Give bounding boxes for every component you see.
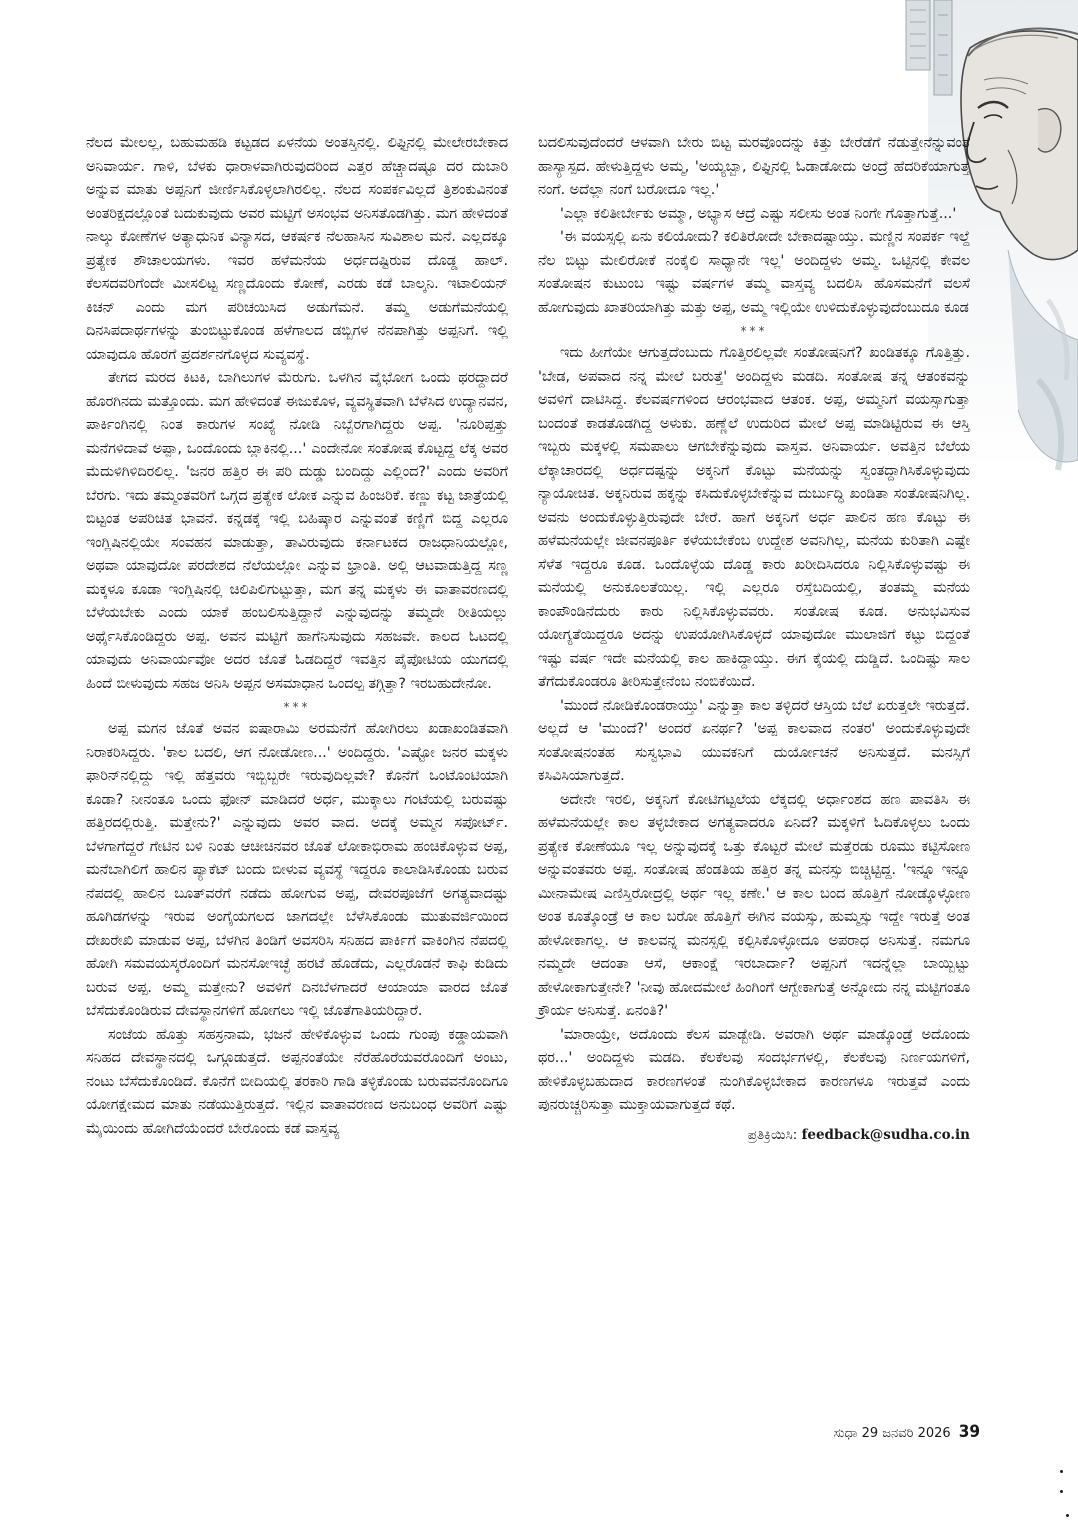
section-separator: *** bbox=[740, 324, 768, 338]
feedback-label: ಪ್ರತಿಕ್ರಿಯಿಸಿ: bbox=[747, 1126, 798, 1143]
section-separator: *** bbox=[283, 700, 311, 714]
paragraph: ಇದು ಹೀಗೆಯೇ ಆಗುತ್ತದೆಂಬುದು ಗೊತ್ತಿರಲಿಲ್ಲವೇ ಸಂತೋಷನಿಗೆ? ಖಂಡಿತಕ್ಕೂ ಗೊತ್ತಿತ್ತು. 'ಬೇಡ, ಅಪವಾದ ನನ್ನ ಮೇಲೆ ಬರುತ್ತೆ' ಅಂದಿದ್ದಳು ಮಡದಿ. ಸಂತೋಷ ತನ್ನ ಆತಂಕವನ್ನು ಅವಳಿಗೆ ದಾಟಿಸಿದ್ದ. ಕೆಲವರ್ಷಗಳಿಂದ ಆರಂಭವಾದ ಆತಂಕ. ಅಪ್ಪ, ಅಮ್ಮನಿಗೆ ವಯಸ್ಸಾಗುತ್ತಾ ಬಂದಂತೆ ಕಾಡತೊಡಗಿದ್ದ ಅಳುಕು. ಹಣ್ಣೆಲೆ ಉದುರಿದ ಮೇಲೆ ಅಪ್ಪ ಮಾಡಿಟ್ಟಿರುವ ಈ ಆಸ್ತಿ ಇಬ್ಬರು ಮಕ್ಕಳಲ್ಲಿ ಸಮಪಾಲು ಆಗಬೇಕೆನ್ನುವುದು ವಾಸ್ತವ. ಅನಿವಾರ್ಯ. ಅವತ್ತಿನ ಬೆಲೆಯ ಲೆಕ್ಕಾಚಾರದಲ್ಲಿ ಅರ್ಧದಷ್ಟನ್ನು ಅಕ್ಕನಿಗೆ ಕೊಟ್ಟು ಮನೆಯನ್ನು ಸ್ವಂತದ್ದಾಗಿಸಿಕೊಳ್ಳುವುದು ನ್ಯಾಯೋಚಿತ. ಅಕ್ಕನಿರುವ ಹಕ್ಕನ್ನು ಕಸಿದುಕೊಳ್ಳಬೇಕೆನ್ನುವ ದುರ್ಬುದ್ಧಿ ಖಂಡಿತಾ ಸಂತೋಷನಿಗಿಲ್ಲ. ಅವನು ಅಂದುಕೊಳ್ಳುತ್ತಿರುವುದೇ ಬೇರೆ. ಹಾಗೆ ಅಕ್ಕನಿಗೆ ಅರ್ಧ ಪಾಲಿನ ಹಣ ಕೊಟ್ಟು ಈ ಹಳೆಮನೆಯಲ್ಲೇ ಜೀವನಪೂರ್ತಿ ಕಳೆಯಬೇಕೆಂಬ ಉದ್ದೇಶ ಅವನಿಗಿಲ್ಲ, ಮನೆಯ ಕುರಿತಾಗಿ ಎಷ್ಟೇ ಸೆಳೆತ ಇದ್ದರೂ ಕೂಡ. ಒಂದೊಳ್ಳೆಯ ದೊಡ್ಡ ಕಾರು ಖರೀದಿಸಿದರೂ ನಿಲ್ಲಿಸಿಕೊಳ್ಳುವಷ್ಟು ಈ ಮನೆಯಲ್ಲಿ ಅನುಕೂಲತೆಯಿಲ್ಲ. ಇಲ್ಲಿ ಎಲ್ಲರೂ ರಸ್ತೆಬದಿಯಲ್ಲಿ, ತಂತಮ್ಮ ಮನೆಯ ಕಾಂಪೌಂಡಿನೆದುರು ಕಾರು ನಿಲ್ಲಿಸಿಕೊಳ್ಳುವವರು. ಸಂತೋಷ ಕೂಡ. ಅನುಭವಿಸುವ ಯೋಗ್ಯತೆಯಿದ್ದರೂ ಅದನ್ನು ಉಪಯೋಗಿಸಿಕೊಳ್ಳದೆ ಯಾವುದೋ ಮುಲಾಜಿಗೆ ಕಟ್ಟು ಬಿದ್ದಂತೆ ಇಷ್ಟು ವರ್ಷ ಇದೇ ಮನೆಯಲ್ಲಿ ಕಾಲ ಹಾಕಿದ್ದಾಯ್ತು. ಈಗ ಕೈಯಲ್ಲಿ ದುಡ್ಡಿದೆ. ಒಂದಿಷ್ಟು ಸಾಲ ತೆಗೆದುಕೊಂಡರೂ ತೀರಿಸುತ್ತೇನೆಂಬ ನಂಬಿಕೆಯಿದೆ. bbox=[538, 345, 970, 690]
paragraph: ಅಪ್ಪ ಮಗನ ಜೊತೆ ಅವನ ಐಷಾರಾಮಿ ಅರಮನೆಗೆ ಹೋಗಿರಲು ಖಡಾಖಂಡಿತವಾಗಿ ನಿರಾಕರಿಸಿದ್ದರು. 'ಕಾಲ ಬದಲಿ, ಆಗ ನೋಡೋಣ...' ಅಂದಿದ್ದರು. 'ಎಷ್ಟೋ ಜನರ ಮಕ್ಕಳು ಫಾರಿನ್‌ನಲ್ಲಿದ್ದು ಇಲ್ಲಿ ಹೆತ್ತವರು ಇಬ್ಬಿಬ್ಬರೇ ಇರುವುದಿಲ್ಲವೇ? ಕೊನೆಗೆ ಒಂಟೊಂಟಿಯಾಗಿ ಕೂಡಾ? ನೀನಂತೂ ಒಂದು ಫೋನ್ ಮಾಡಿದರೆ ಅರ್ಧ, ಮುಕ್ಕಾಲು ಗಂಟೆಯಲ್ಲಿ ಬರುವಷ್ಟು ಹತ್ತಿರದಲ್ಲಿರುತ್ತಿ. ಮತ್ತೇನು?' ಎನ್ನುವುದು ಅವರ ವಾದ. ಅದಕ್ಕೆ ಅಮ್ಮನ ಸಪೋರ್ಟ್. ಬೆಳಗಾಗೆದ್ದರೆ ಗೇಟಿನ ಬಳಿ ನಿಂತು ಆಚೀಚಿನವರ ಜೊತೆ ಲೋಕಾಭಿರಾಮ ಹಂಚಿಕೊಳ್ಳುವ ಅಪ್ಪ, ಮನೆಬಾಗಿಲಿಗೆ ಹಾಲಿನ ಪ್ಯಾಕೆಟ್ ಬಂದು ಬೀಳುವ ವ್ಯವಸ್ಥೆ ಇದ್ದರೂ ಕಾಲಾಡಿಸಿಕೊಂಡು ಬರುವ ನೆಪದಲ್ಲಿ ಹಾಲಿನ ಬೂತ್‌ವರೆಗೆ ನಡೆದು ಹೋಗುವ ಅಪ್ಪ, ದೇವರಪೂಜೆಗೆ ಅಗತ್ಯವಾದಷ್ಟು ಹೂಗಿಡಗಳನ್ನು ಇರುವ ಅಂಗೈಯಗಲದ ಜಾಗದಲ್ಲೇ ಬೆಳೆಸಿಕೊಂಡು ಮುತುವರ್ಜಿಯಿಂದ ದೇಖರೇಖಿ ಮಾಡುವ ಅಪ್ಪ, ಬೆಳಗಿನ ತಿಂಡಿಗೆ ಅವಸರಿಸಿ ಸನಿಹದ ಪಾರ್ಕಿಗೆ ವಾಕಿಂಗಿನ ನೆಪದಲ್ಲಿ ಹೋಗಿ ಸಮವಯಸ್ಕರೊಂದಿಗೆ ಮನಸೋಇಚ್ಛೆ ಹರಟೆ ಹೊಡೆದು, ಎಲ್ಲರೊಡನೆ ಕಾಫಿ ಕುಡಿದು ಬರುವ ಅಪ್ಪ. ಅಮ್ಮ ಮತ್ತೇನು? ಅವಳಿಗೆ ದಿನಬೆಳಗಾದರೆ ಆಯಾಯಾ ವಾರದ ಜೊತೆ ಬೆಸೆದುಕೊಂಡಿರುವ ದೇವಸ್ಥಾನಗಳಿಗೆ ಹೋಗಲು ಇಲ್ಲಿ ಜೊತೆಗಾತಿಯರಿದ್ದಾರೆ. bbox=[86, 721, 508, 1019]
left-column bbox=[86, 132, 508, 1141]
issue-date: ಸುಧಾ 29 ಜನವರಿ 2026 bbox=[833, 1426, 951, 1441]
paragraph: ತೇಗದ ಮರದ ಕಿಟಕಿ, ಬಾಗಿಲುಗಳ ಮೆರುಗು. ಒಳಗಿನ ವೈಭೋಗ ಒಂದು ಥರದ್ದಾದರೆ ಹೊರಗಿನದು ಮತ್ತೊಂದು. ಮಗ ಹೇಳಿದಂತೆ ಈಜುಕೊಳ, ವ್ಯವಸ್ಥಿತವಾಗಿ ಬೆಳೆಸಿದ ಉದ್ಯಾನವನ, ಪಾರ್ಕಿಂಗಿನಲ್ಲಿ ನಿಂತ ಕಾರುಗಳ ಸಂಖ್ಯೆ ನೋಡಿ ನಿಬ್ಬೆರಗಾಗಿದ್ದರು ಅಪ್ಪ. 'ನೂರಿಪ್ಪತ್ತು ಮನೆಗಳಿದಾವೆ ಅಪ್ಪಾ, ಒಂದೊಂದು ಬ್ಲಾಕಿನಲ್ಲಿ...' ಎಂದೇನೋ ಸಂತೋಷ ಕೊಟ್ಟದ್ದ ಲೆಕ್ಕ ಅವರ ಮೆದುಳಿಗಿಳಿದಿರಲಿಲ್ಲ. 'ಜನರ ಹತ್ತಿರ ಈ ಪರಿ ದುಡ್ಡು ಬಂದಿದ್ದು ಎಲ್ಲಿಂದ?' ಎಂದು ಅವರಿಗೆ ಬೆರಗು. ಇದು ತಮ್ಮಂತವರಿಗೆ ಒಗ್ಗದ ಪ್ರತ್ಯೇಕ ಲೋಕ ಎನ್ನುವ ಹಿಂಜರಿಕೆ. ಕಣ್ಣು ಕಟ್ಟ ಜಾತ್ರೆಯಲ್ಲಿ ಬಿಟ್ಟಂತ ಅಪರಿಚಿತ ಭಾವನೆ. ಕನ್ನಡಕ್ಕೆ ಇಲ್ಲಿ ಬಹಿಷ್ಕಾರ ಎನ್ನುವಂತೆ ಕಣ್ಣಿಗೆ ಬಿದ್ದ ಎಲ್ಲರೂ ಇಂಗ್ಲಿಷಿನಲ್ಲಿಯೇ ಸಂವಹನ ಮಾಡುತ್ತಾ, ತಾವಿರುವುದು ಕರ್ನಾಟಕದ ರಾಜಧಾನಿಯಲ್ಲೋ, ಅಥವಾ ಯಾವುದೋ ಪರದೇಶದ ನೆಲೆಯಲ್ಲೋ ಎನ್ನುವ ಭ್ರಾಂತಿ. ಅಲ್ಲಿ ಆಟವಾಡುತ್ತಿದ್ದ ಸಣ್ಣ ಮಕ್ಕಳೂ ಕೂಡಾ ಇಂಗ್ಲಿಷಿನಲ್ಲಿ ಚಿಲಿಪಿಲಿಗುಟ್ಟುತ್ತಾ, ಮಗ ತನ್ನ ಮಕ್ಕಳು ಈ ವಾತಾವರಣದಲ್ಲಿ ಬೆಳೆಯಬೇಕು ಎಂದು ಯಾಕೆ ಹಂಬಲಿಸುತ್ತಿದ್ದಾನೆ ಎನ್ನುವುದನ್ನು ತಮ್ಮದೇ ರೀತಿಯಲ್ಲು ಅರ್ಥೈಸಿಕೊಂಡಿದ್ದರು ಅಪ್ಪ. ಅವನ ಮಟ್ಟಿಗೆ ಹಾಗೆನಿಸುವುದು ಸಹಜವೇ. ಕಾಲದ ಓಟದಲ್ಲಿ ಯಾವುದು ಅನಿವಾರ್ಯವೋ ಅದರ ಜೊತೆ ಓಡದಿದ್ದರೆ ಇವತ್ತಿನ ಪೈಪೋಟಿಯ ಯುಗದಲ್ಲಿ ಹಿಂದೆ ಬೀಳುವುದು ಸಹಜ ಅನಿಸಿ ಅಪ್ಪನ ಅಸಮಾಧಾನ ಒಂದಲ್ಪ ತಗ್ಗಿತ್ತಾ? ಇರಬಹುದೇನೋ. bbox=[86, 370, 508, 692]
paragraph: ಸಂಜೆಯ ಹೊತ್ತು ಸಹಸ್ರನಾಮ, ಭಜನೆ ಹೇಳಿಕೊಳ್ಳುವ ಒಂದು ಗುಂಪು ಕಡ್ಡಾಯವಾಗಿ ಸನಿಹದ ದೇವಸ್ಥಾನದಲ್ಲಿ ಒಗ್ಗೂಡುತ್ತದೆ. ಅಪ್ಪನಂತೆಯೇ ನೆರೆಹೊರೆಯವರೊಂದಿಗೆ ಅಂಟು, ನಂಟು ಬೆಸೆದುಕೊಂಡಿದೆ. ಕೊನೆಗೆ ಬೀದಿಯಲ್ಲಿ ತರಕಾರಿ ಗಾಡಿ ತಳ್ಳಿಕೊಂಡು ಬರುವವನೊಂದಿಗೂ ಯೋಗಕ್ಷೇಮದ ಮಾತು ನಡೆಯುತ್ತಿರುತ್ತದೆ. ಇಲ್ಲಿನ ವಾತಾವರಣದ ಅನುಬಂಧ ಅವರಿಗೆ ಎಷ್ಟು ಮೈಯಿಂದು ಹೋಗಿದೆಯೆಂದರೆ ಬೇರೊಂದು ಕಡೆ ವಾಸ್ತವ್ಯ bbox=[86, 1026, 508, 1137]
paragraph: 'ಈ ವಯಸ್ಸಲ್ಲಿ ಏನು ಕಲಿಯೋದು? ಕಲಿತಿರೋದೇ ಬೇಕಾದಷ್ಟಾಯ್ತು. ಮಣ್ಣಿನ ಸಂಪರ್ಕ ಇಲ್ದೆ ನೆಲ ಬಿಟ್ಟು ಮೇಲಿರೋಕೆ ನಂಕೈಲಿ ಸಾಧ್ಯಾನೇ ಇಲ್ಲ' ಅಂದಿದ್ದಳು ಅಮ್ಮ. ಒಟ್ಟಿನಲ್ಲಿ ಕೇವಲ ಸಂತೋಷನ ಕುಟುಂಬ ಇಷ್ಟು ವರ್ಷಗಳ ತಮ್ಮ ವಾಸ್ತವ್ಯ ಬದಲಿಸಿ ಹೊಸಮನೆಗೆ ವಲಸೆ ಹೋಗುವುದು ಖಾತರಿಯಾಗಿತ್ತು ಮತ್ತು ಅಪ್ಪ, ಅಮ್ಮ ಇಲ್ಲಿಯೇ ಉಳಿದುಕೊಳ್ಳುವುದೆಂಬುದೂ ಕೂಡ bbox=[538, 229, 970, 316]
page-number: 39 bbox=[958, 1422, 980, 1442]
paragraph: ನೆಲದ ಮೇಲಲ್ಲ, ಬಹುಮಹಡಿ ಕಟ್ಟಡದ ಏಳನೆಯ ಅಂತಸ್ತಿನಲ್ಲಿ. ಲಿಫ್ಟಿನಲ್ಲಿ ಮೇಲೇರಬೇಕಾದ ಅನಿವಾರ್ಯ. ಗಾಳಿ, ಬೆಳಕು ಧಾರಾಳವಾಗಿರುವುದರಿಂದ ಎತ್ತರ ಹೆಚ್ಚಾದಷ್ಟೂ ದರ ದುಬಾರಿ ಅನ್ನುವ ಮಾತು ಅಪ್ಪನಿಗೆ ಜೀರ್ಣಿಸಿಕೊಳ್ಳಲಾಗಿರಲಿಲ್ಲ. ನೆಲದ ಸಂಪರ್ಕವಿಲ್ಲದೆ ತ್ರಿಶಂಕುವಿನಂತೆ ಅಂತರಿಕ್ಷದಲ್ಲೊಂತೆ ಬದುಕುವುದು ಅವರ ಮಟ್ಟಿಗೆ ಅಸಂಭವ ಅನಿಸತೊಡಗಿತ್ತು. ಮಗ ಹೇಳಿದಂತೆ ನಾಲ್ಕು ಕೋಣೆಗಳ ಅತ್ಯಾಧುನಿಕ ವಿನ್ಯಾಸದ, ಆಕರ್ಷಕ ನೆಲಹಾಸಿನ ಸುವಿಶಾಲ ಮನೆ. ಎಲ್ಲದಕ್ಕೂ ಪ್ರತ್ಯೇಕ ಶೌಚಾಲಯಗಳು. ಇವರ ಹಳೆಮನೆಯ ಅರ್ಧದಷ್ಟಿರುವ ದೊಡ್ಡ ಹಾಲ್. ಕೆಲಸದವರಿಗೆಂದೇ ಮೀಸಲಿಟ್ಟ ಸಣ್ಣದೊಂದು ಕೋಣೆ, ಎರಡು ಕಡೆ ಬಾಲ್ಕನಿ. ಇಟಾಲಿಯನ್ ಕಿಚನ್ ಎಂದು ಮಗ ಪರಿಚಯಿಸಿದ ಅಡುಗೆಮನೆ. ತಮ್ಮ ಅಡುಗೆಮನೆಯಲ್ಲಿ ದಿನಸಿಪದಾರ್ಥಗಳನ್ನು ತುಂಬಿಟ್ಟುಕೊಂಡ ಹಳೆಗಾಲದ ಡಬ್ಬಿಗಳ ನೆನಪಾಗಿತ್ತು ಅಪ್ಪನಿಗೆ. ಇಲ್ಲಿ ಯಾವುದೂ ಹೊರಗೆ ಪ್ರದರ್ಶನಗೊಳ್ಳದ ಸುವ್ಯವಸ್ಥೆ. bbox=[86, 135, 508, 363]
feedback-email[interactable]: feedback@sudha.co.in bbox=[801, 1126, 970, 1143]
print-mark bbox=[1066, 1514, 1069, 1517]
paragraph: 'ಎಲ್ಲಾ ಕಲಿತೀರ್ಬೇಕು ಅಮ್ಮಾ, ಅಭ್ಯಾಸ ಆದ್ರೆ ಎಷ್ಟು ಸಲೀಸು ಅಂತ ನಿಂಗೇ ಗೊತ್ತಾಗುತ್ತೆ...' bbox=[560, 205, 957, 222]
print-mark bbox=[1060, 1490, 1063, 1493]
feedback-line bbox=[538, 1124, 970, 1148]
right-column bbox=[538, 132, 970, 1147]
paragraph: 'ಮುಂದೆ ನೋಡಿಕೊಂಡರಾಯ್ತು' ಎನ್ನುತ್ತಾ ಕಾಲ ತಳ್ಳಿದರೆ ಆಸ್ತಿಯ ಬೆಲೆ ಏರುತ್ತಲೇ ಇರುತ್ತದೆ. ಅಲ್ಲದೆ ಆ 'ಮುಂದೆ?' ಅಂದರೆ ಏನರ್ಥ? 'ಅಪ್ಪ ಕಾಲವಾದ ನಂತರ' ಅಂದುಕೊಳ್ಳುವುದೇ ಸಂತೋಷನಂತಹ ಸುಸ್ವಭಾವಿ ಯುವಕನಿಗೆ ದುರ್ಯೋಚನೆ ಅನಿಸುತ್ತದೆ. ಮನಸ್ಸಿಗೆ ಕಸಿವಿಸಿಯಾಗುತ್ತದೆ. bbox=[538, 697, 970, 784]
paragraph: ಅದೇನೇ ಇರಲಿ, ಅಕ್ಕನಿಗೆ ಕೋಟಿಗಟ್ಟಲೆಯ ಲೆಕ್ಕದಲ್ಲಿ ಅರ್ಧಾಂಶದ ಹಣ ಪಾವತಿಸಿ ಈ ಹಳೆಮನೆಯಲ್ಲೇ ಕಾಲ ತಳ್ಳಬೇಕಾದ ಅಗತ್ಯವಾದರೂ ಏನಿದೆ? ಮಕ್ಕಳಿಗೆ ಓದಿಕೊಳ್ಳಲು ಒಂದು ಪ್ರತ್ಯೇಕ ಕೋಣೆಯೂ ಇಲ್ಲ ಅನ್ನುವುದಕ್ಕೆ ಒತ್ತು ಕೊಟ್ಟರೆ ಮೇಲೆ ಮತ್ತೆರಡು ರೂಮು ಕಟ್ಟಿಸೋಣ ಅನ್ನುವಂತವರು ಅಪ್ಪ. ಸಂತೋಷ ಹೆಂಡತಿಯ ಹತ್ತಿರ ತನ್ನ ಮನಸ್ಸು ಬಿಚ್ಚಿಟ್ಟಿದ್ದ. 'ಇನ್ನೂ ಇನ್ನೂ ಮೀನಾಮೇಷ ಎಣಿಸ್ತಿರೋದ್ರಲ್ಲಿ ಅರ್ಥ ಇಲ್ಲ ಕಣೇ.' ಆ ಕಾಲ ಬಂದ ಹೊತ್ತಿಗೆ ನೋಡ್ಕೊಳ್ಳೋಣ ಅಂತ ಕೂತ್ಕೊಂಡ್ರೆ ಆ ಕಾಲ ಬರೋ ಹೊತ್ತಿಗೆ ಈಗಿನ ವಯಸ್ಸು, ಹುಮ್ಮಸ್ಸು ಇದ್ದೇ ಇರುತ್ತೆ ಅಂತ ಹೇಳೋಕಾಗಲ್ಲ. ಆ ಕಾಲವನ್ನ ಮನಸ್ಸಲ್ಲಿ ಕಲ್ಪಿಸಿಕೊಳ್ಳೋದೂ ಅಪರಾಧ ಅನಿಸುತ್ತೆ. ನಮಗೂ ನಮ್ಮದೇ ಆದಂತಾ ಆಸೆ, ಆಕಾಂಕ್ಷೆ ಇರಬಾರ್ದಾ? ಅಪ್ಪನಿಗೆ ಇದನ್ನೆಲ್ಲಾ ಬಾಯ್ಬಿಟ್ಟು ಹೇಳೋಕಾಗುತ್ತೇನೇ? 'ನೀವು ಹೋದಮೇಲೆ ಹಿಂಗಿಂಗೆ ಆಗ್ಬೇಕಾಗುತ್ತೆ ಅನ್ನೋದು ನನ್ನ ಮಟ್ಟಿಗಂತೂ ಕ್ರೌರ್ಯ ಅನಿಸುತ್ತೆ. ಏನಂತಿ?' bbox=[538, 791, 970, 1019]
print-mark bbox=[1060, 1470, 1063, 1473]
paragraph: ಬದಲಿಸುವುದೆಂದರೆ ಆಳವಾಗಿ ಬೇರು ಬಿಟ್ಟ ಮರವೊಂದನ್ನು ಕಿತ್ತು ಬೇರೆಡೆಗೆ ನೆಡುತ್ತೇನೆನ್ನುವಂತೆ ಹಾಸ್ಯಾಸ್ಪದ. ಹೇಳುತ್ತಿದ್ದಳು ಅಮ್ಮ, 'ಅಯ್ಯಬ್ಬಾ, ಲಿಫ್ಟಿನಲ್ಲಿ ಓಡಾಡೋದು ಅಂದ್ರೆ ಹೆದರಿಕೆಯಾಗುತ್ತೆ ನಂಗೆ. ಅದೆಲ್ಲಾ ನಂಗೆ ಬರೋದೂ ಇಲ್ಲ.' bbox=[538, 135, 970, 198]
page-footer bbox=[818, 1422, 980, 1442]
paragraph: 'ಮಾರಾಯ್ರೇ, ಅದೊಂದು ಕೆಲಸ ಮಾಡ್ಬೇಡಿ. ಅವರಾಗಿ ಅರ್ಥ ಮಾಡ್ಕೊಂಡ್ರೆ ಅದೊಂದು ಥರ...' ಅಂದಿದ್ದಳು ಮಡದಿ. ಕೆಲಕೆಲವು ಸಂದರ್ಭಗಳಲ್ಲಿ, ಕೆಲಕೆಲವು ನಿರ್ಣಯಗಳಿಗೆ, ಹೇಳಿಕೊಳ್ಳಬಹುದಾದ ಕಾರಣಗಳಂತೆ ನುಂಗಿಕೊಳ್ಳಬೇಕಾದ ಕಾರಣಗಳೂ ಇರುತ್ತವೆ ಎಂದು ಪುನರುಚ್ಚರಿಸುತ್ತಾ ಮುಕ್ತಾಯವಾಗುತ್ತದೆ ಕಥೆ. bbox=[538, 1026, 970, 1113]
